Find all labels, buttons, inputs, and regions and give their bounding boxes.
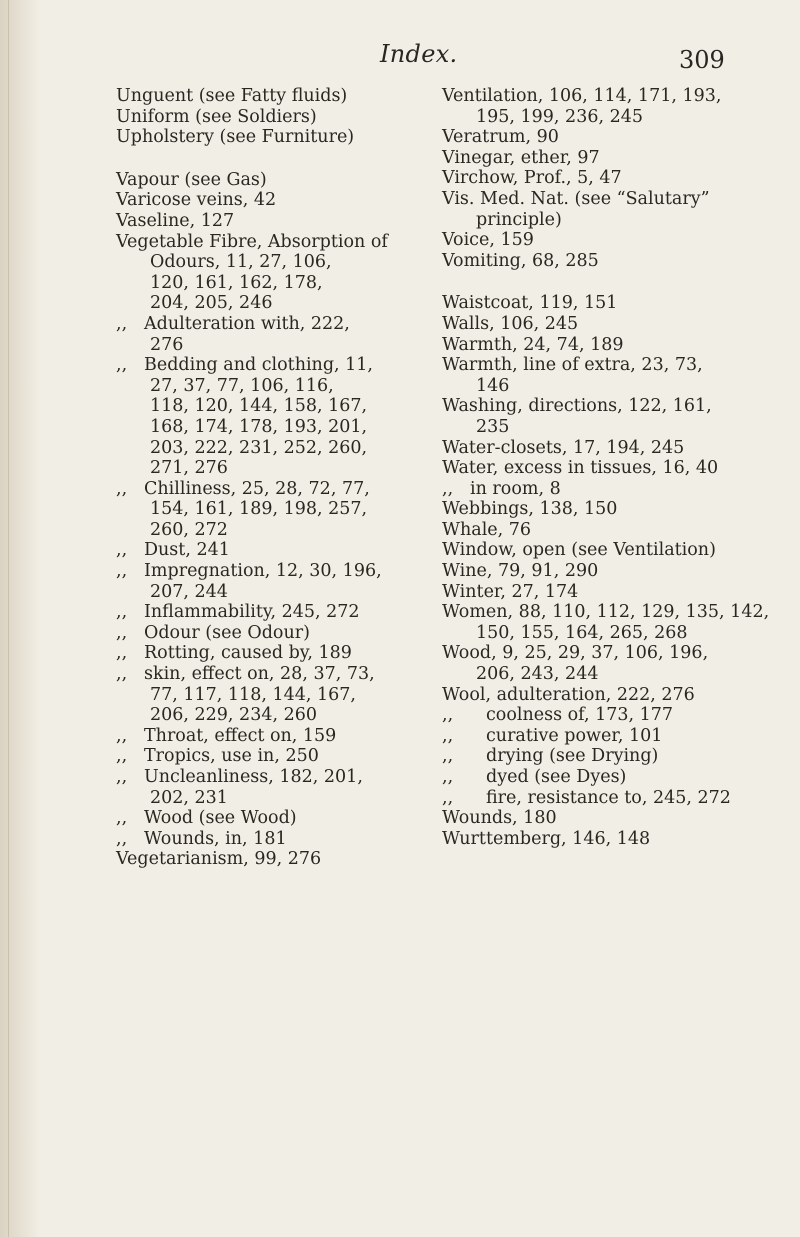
- index-entry-text: Varicose veins, 42: [116, 190, 277, 211]
- index-entry-text: skin, effect on, 28, 37, 73,: [144, 664, 375, 685]
- index-entry-text: 154, 161, 189, 198, 257,: [150, 499, 368, 520]
- index-entry-continuation: [116, 685, 410, 706]
- index-subentry: [116, 808, 410, 829]
- index-entry-text: Whale, 76: [442, 519, 532, 540]
- index-entry: [442, 293, 760, 314]
- index-entry-text: curative power, 101: [486, 725, 663, 746]
- index-entry-continuation: [116, 499, 410, 520]
- index-entry-text: Vinegar, ether, 97: [442, 147, 600, 168]
- ditto-mark: ,,: [442, 787, 454, 808]
- index-entry: [442, 251, 760, 272]
- index-entry: [442, 561, 760, 582]
- index-entry-text: fire, resistance to, 245, 272: [486, 787, 731, 808]
- index-entry-text: Dust, 241: [144, 540, 230, 561]
- ditto-mark: ,,: [116, 313, 128, 334]
- index-entry-text: Water-closets, 17, 194, 245: [442, 437, 685, 458]
- index-entry-text: Wood, 9, 25, 29, 37, 106, 196,: [442, 643, 709, 664]
- index-entry-text: 271, 276: [150, 458, 228, 479]
- index-entry: [116, 211, 410, 232]
- index-entry: [442, 602, 770, 623]
- ditto-mark: ,,: [442, 478, 454, 499]
- ditto-mark: ,,: [116, 746, 128, 767]
- index-entry-text: Vomiting, 68, 285: [442, 250, 599, 271]
- index-entry: [442, 148, 760, 169]
- index-subentry: [116, 829, 410, 850]
- index-entry-text: drying (see Drying): [486, 746, 659, 767]
- ditto-mark: ,,: [116, 828, 128, 849]
- index-entry-text: 146: [476, 375, 510, 396]
- index-column-right: [442, 86, 770, 849]
- index-entry-text: 206, 243, 244: [476, 664, 599, 685]
- index-entry: [442, 314, 760, 335]
- ditto-mark: ,,: [116, 602, 128, 623]
- index-entry-text: Voice, 159: [442, 230, 534, 251]
- index-subentry: [116, 746, 410, 767]
- index-subentry: [442, 788, 760, 809]
- index-entry: [442, 829, 760, 850]
- index-entry-continuation: [116, 273, 410, 294]
- index-entry-text: Wurttemberg, 146, 148: [442, 828, 651, 849]
- index-entry-text: Veratrum, 90: [442, 127, 559, 148]
- index-entry-text: Winter, 27, 174: [442, 581, 579, 602]
- index-entry-text: principle): [476, 209, 562, 230]
- index-entry-text: Wounds, in, 181: [144, 828, 287, 849]
- ditto-mark: ,,: [116, 664, 128, 685]
- index-entry-text: Wounds, 180: [442, 808, 557, 829]
- ditto-mark: ,,: [116, 478, 128, 499]
- index-entry-continuation: [116, 417, 410, 438]
- index-entry: [442, 499, 760, 520]
- index-entry-continuation: [116, 396, 410, 417]
- index-entry-continuation: [116, 252, 410, 273]
- index-entry: [442, 685, 760, 706]
- index-entry-text: 120, 161, 162, 178,: [150, 272, 323, 293]
- index-entry-text: Uncleanliness, 182, 201,: [144, 767, 363, 787]
- index-entry-text: Rotting, caused by, 189: [144, 643, 352, 664]
- ditto-mark: ,,: [116, 622, 128, 643]
- index-entry: [116, 190, 410, 211]
- index-entry-text: Vegetarianism, 99, 276: [116, 849, 322, 870]
- index-entry-continuation: [116, 520, 410, 541]
- ditto-mark: ,,: [442, 705, 454, 726]
- index-entry-continuation: [442, 664, 760, 685]
- index-entry-text: coolness of, 173, 177: [486, 705, 674, 726]
- index-entry: [442, 396, 760, 417]
- index-subentry: [116, 355, 410, 376]
- index-subentry: [442, 479, 760, 500]
- index-entry-text: Tropics, use in, 250: [144, 746, 319, 767]
- index-entry-text: Vaseline, 127: [116, 210, 235, 231]
- index-entry-continuation: [442, 623, 760, 644]
- index-entry-continuation: [442, 107, 760, 128]
- index-entry: [116, 107, 410, 128]
- index-entry-continuation: [116, 335, 410, 356]
- index-subentry: [116, 623, 410, 644]
- index-entry-text: 207, 244: [150, 581, 228, 602]
- ditto-mark: ,,: [116, 355, 128, 376]
- index-entry: [442, 540, 760, 561]
- index-entry-text: Waistcoat, 119, 151: [442, 293, 618, 314]
- index-entry-text: Vapour (see Gas): [116, 169, 267, 190]
- index-entry-text: Vis. Med. Nat. (see “Salutary”: [442, 188, 710, 209]
- index-entry: [442, 127, 760, 148]
- index-column-left: [116, 86, 410, 870]
- index-subentry: [116, 314, 410, 335]
- index-subentry: [116, 767, 410, 788]
- index-entry-continuation: [116, 788, 410, 809]
- index-entry-text: Women, 88, 110, 112, 129, 135, 142,: [442, 602, 770, 623]
- index-entry-text: Vegetable Fibre, Absorption of: [116, 231, 388, 252]
- index-entry-continuation: [442, 417, 760, 438]
- index-entry: [442, 189, 760, 210]
- index-subentry: [116, 664, 410, 685]
- ditto-mark: ,,: [116, 540, 128, 561]
- index-entry-continuation: [116, 438, 410, 459]
- gutter-line: [8, 0, 9, 1237]
- index-entry: [442, 230, 760, 251]
- index-entry-text: 168, 174, 178, 193, 201,: [150, 416, 368, 437]
- index-entry: [442, 458, 760, 479]
- index-entry: [116, 849, 410, 870]
- index-entry-text: Wine, 79, 91, 290: [442, 561, 599, 582]
- index-entry-text: Inflammability, 245, 272: [144, 602, 360, 623]
- index-entry: [116, 232, 410, 253]
- index-entry-text: 202, 231: [150, 787, 228, 808]
- index-entry-text: Ventilation, 106, 114, 171, 193,: [442, 86, 722, 106]
- index-entry: [442, 335, 760, 356]
- index-entry-continuation: [116, 705, 410, 726]
- index-entry: [116, 127, 410, 148]
- index-entry-text: Water, excess in tissues, 16, 40: [442, 458, 719, 479]
- index-entry: [442, 520, 760, 541]
- section-gap: [442, 271, 760, 293]
- index-subentry: [116, 479, 410, 500]
- index-entry-text: Window, open (see Ventilation): [442, 540, 716, 561]
- index-entry-text: Upholstery (see Furniture): [116, 127, 355, 148]
- index-entry-text: 77, 117, 118, 144, 167,: [150, 684, 356, 705]
- index-entry-continuation: [116, 293, 410, 314]
- index-entry-text: Warmth, line of extra, 23, 73,: [442, 355, 703, 376]
- index-entry-text: 260, 272: [150, 519, 228, 540]
- page-number: 309: [679, 46, 725, 74]
- book-spine-shadow: [0, 0, 40, 1237]
- index-entry-text: 204, 205, 246: [150, 293, 273, 314]
- ditto-mark: ,,: [116, 561, 128, 582]
- running-head: Index.: [380, 40, 458, 68]
- ditto-mark: ,,: [116, 767, 128, 787]
- ditto-mark: ,,: [116, 808, 128, 829]
- index-entry: [442, 582, 760, 603]
- index-entry-text: Adulteration with, 222,: [144, 313, 350, 334]
- index-entry: [116, 170, 410, 191]
- index-entry-continuation: [116, 458, 410, 479]
- index-entry-text: 203, 222, 231, 252, 260,: [150, 437, 368, 458]
- index-entry-text: 27, 37, 77, 106, 116,: [150, 375, 334, 396]
- index-entry-continuation: [116, 582, 410, 603]
- index-entry-text: Bedding and clothing, 11,: [144, 355, 373, 376]
- index-entry-text: Odour (see Odour): [144, 622, 310, 643]
- index-entry-text: 276: [150, 334, 184, 355]
- index-entry-text: in room, 8: [470, 478, 561, 499]
- index-entry-text: Wool, adulteration, 222, 276: [442, 684, 695, 705]
- index-entry: [442, 168, 760, 189]
- index-entry-text: Washing, directions, 122, 161,: [442, 396, 712, 417]
- index-entry: [442, 808, 760, 829]
- index-subentry: [116, 643, 410, 664]
- index-entry-continuation: [442, 210, 760, 231]
- ditto-mark: ,,: [116, 725, 128, 746]
- index-subentry: [116, 561, 410, 582]
- index-entry-text: Odours, 11, 27, 106,: [150, 252, 332, 273]
- index-entry-text: Impregnation, 12, 30, 196,: [144, 561, 382, 582]
- ditto-mark: ,,: [442, 767, 454, 787]
- index-entry-text: Virchow, Prof., 5, 47: [442, 168, 622, 189]
- index-subentry: [442, 705, 760, 726]
- index-subentry: [442, 767, 760, 788]
- index-entry-text: Uniform (see Soldiers): [116, 106, 317, 127]
- index-subentry: [116, 540, 410, 561]
- index-entry-text: Chilliness, 25, 28, 72, 77,: [144, 478, 370, 499]
- index-entry: [442, 355, 760, 376]
- index-entry: [442, 86, 760, 107]
- section-gap: [116, 148, 410, 170]
- ditto-mark: ,,: [116, 643, 128, 664]
- index-entry-text: Webbings, 138, 150: [442, 499, 618, 520]
- index-subentry: [442, 726, 760, 747]
- index-entry-text: 206, 229, 234, 260: [150, 705, 317, 726]
- index-entry-text: Wood (see Wood): [144, 808, 297, 829]
- index-entry-text: 118, 120, 144, 158, 167,: [150, 396, 368, 417]
- index-entry-text: dyed (see Dyes): [486, 767, 627, 787]
- index-entry: [116, 86, 410, 107]
- ditto-mark: ,,: [442, 746, 454, 767]
- index-entry: [442, 438, 760, 459]
- index-subentry: [116, 602, 410, 623]
- index-entry-continuation: [116, 376, 410, 397]
- index-entry-text: 195, 199, 236, 245: [476, 106, 643, 127]
- index-entry-text: 235: [476, 416, 510, 437]
- index-entry-text: 150, 155, 164, 265, 268: [476, 622, 688, 643]
- index-entry-text: Walls, 106, 245: [442, 313, 579, 334]
- index-subentry: [116, 726, 410, 747]
- index-entry-text: Throat, effect on, 159: [144, 725, 337, 746]
- index-entry-continuation: [442, 376, 760, 397]
- index-entry: [442, 643, 760, 664]
- index-entry-text: Warmth, 24, 74, 189: [442, 334, 624, 355]
- index-entry-text: Unguent (see Fatty fluids): [116, 86, 348, 106]
- index-subentry: [442, 746, 760, 767]
- ditto-mark: ,,: [442, 725, 454, 746]
